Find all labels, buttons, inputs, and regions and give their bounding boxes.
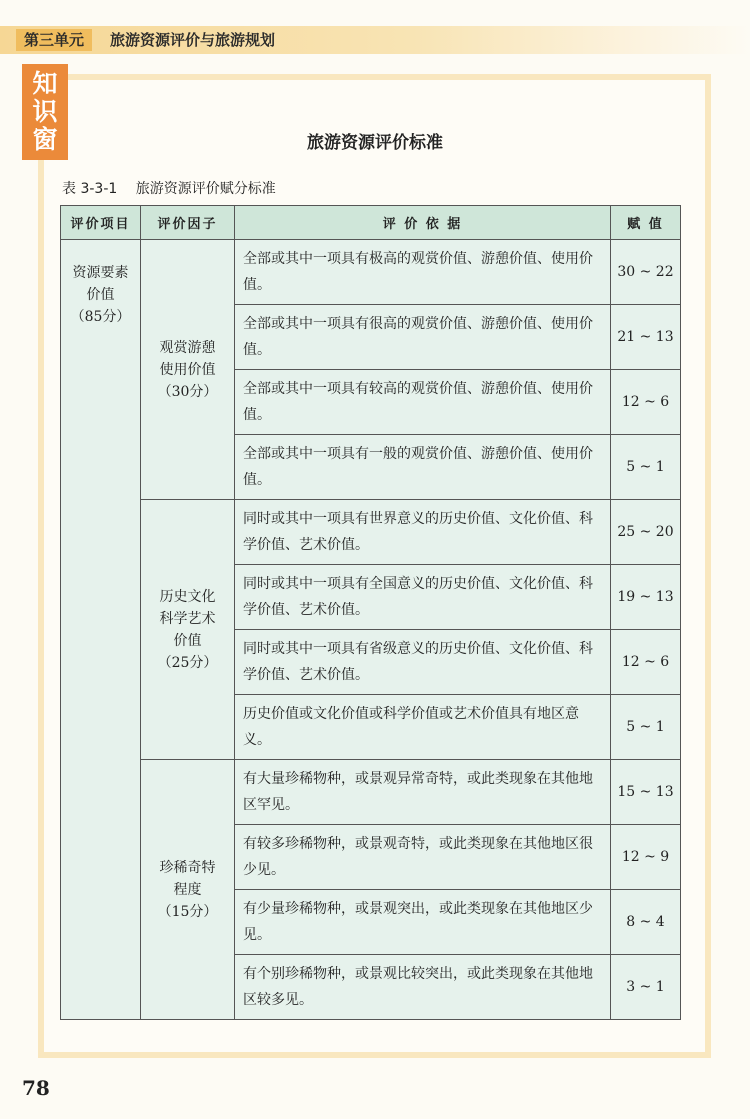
factor-line: 观赏游憩 xyxy=(159,339,216,356)
table-header-row xyxy=(61,206,681,240)
factor-line: 科学艺术 xyxy=(159,610,216,627)
score-cell: 8 ~ 4 xyxy=(611,890,681,955)
page-number: 78 xyxy=(22,1076,50,1100)
header-cell: 评 价 依 据 xyxy=(235,206,611,240)
header-cell: 评价因子 xyxy=(141,206,235,240)
unit-label: 第三单元 xyxy=(16,29,92,51)
badge-char: 知 xyxy=(32,69,58,98)
basis-cell: 全部或其中一项具有较高的观赏价值、游憩价值、使用价值。 xyxy=(235,370,611,435)
factor-line: （30分） xyxy=(157,383,218,400)
factor-line: 程度 xyxy=(173,881,202,898)
score-cell: 21 ~ 13 xyxy=(611,305,681,370)
basis-cell: 有大量珍稀物种，或景观异常奇特，或此类现象在其他地区罕见。 xyxy=(235,760,611,825)
score-cell: 12 ~ 6 xyxy=(611,370,681,435)
table-row xyxy=(61,760,681,825)
basis-cell: 全部或其中一项具有一般的观赏价值、游憩价值、使用价值。 xyxy=(235,435,611,500)
table-row xyxy=(61,240,681,305)
score-cell: 12 ~ 6 xyxy=(611,630,681,695)
category-line: 价值 xyxy=(86,287,115,303)
category-line: 资源要素 xyxy=(72,265,129,281)
basis-cell: 历史价值或文化价值或科学价值或艺术价值具有地区意义。 xyxy=(235,695,611,760)
factor-cell xyxy=(141,760,235,1020)
factor-cell xyxy=(141,240,235,500)
score-cell: 30 ~ 22 xyxy=(611,240,681,305)
score-cell: 19 ~ 13 xyxy=(611,565,681,630)
score-cell: 3 ~ 1 xyxy=(611,955,681,1020)
factor-line: 历史文化 xyxy=(159,588,216,605)
badge-char: 识 xyxy=(32,97,58,126)
unit-title: 旅游资源评价与旅游规划 xyxy=(110,31,276,49)
category-cell xyxy=(61,240,141,1020)
score-cell: 12 ~ 9 xyxy=(611,825,681,890)
table-title: 旅游资源评价赋分标准 xyxy=(135,181,276,197)
header-cell: 赋 值 xyxy=(611,206,681,240)
table-number: 表 3-3-1 xyxy=(62,181,118,197)
score-cell: 5 ~ 1 xyxy=(611,695,681,760)
table-caption xyxy=(62,178,276,198)
factor-cell xyxy=(141,500,235,760)
basis-cell: 有个别珍稀物种，或景观比较突出，或此类现象在其他地区较多见。 xyxy=(235,955,611,1020)
factor-line: （25分） xyxy=(157,654,218,671)
factor-line: 价值 xyxy=(173,632,202,649)
factor-line: 珍稀奇特 xyxy=(159,859,216,876)
factor-line: 使用价值 xyxy=(159,361,216,378)
score-cell: 5 ~ 1 xyxy=(611,435,681,500)
unit-header-bar xyxy=(0,26,750,54)
basis-cell: 同时或其中一项具有世界意义的历史价值、文化价值、科学价值、艺术价值。 xyxy=(235,500,611,565)
basis-cell: 有较多珍稀物种，或景观奇特，或此类现象在其他地区很少见。 xyxy=(235,825,611,890)
evaluation-table xyxy=(60,205,681,1020)
header-cell: 评价项目 xyxy=(61,206,141,240)
score-cell: 15 ~ 13 xyxy=(611,760,681,825)
basis-cell: 同时或其中一项具有省级意义的历史价值、文化价值、科学价值、艺术价值。 xyxy=(235,630,611,695)
score-cell: 25 ~ 20 xyxy=(611,500,681,565)
basis-cell: 全部或其中一项具有极高的观赏价值、游憩价值、使用价值。 xyxy=(235,240,611,305)
factor-line: （15分） xyxy=(157,903,218,920)
table-row xyxy=(61,500,681,565)
badge-char: 窗 xyxy=(32,125,58,154)
document-title: 旅游资源评价标准 xyxy=(307,133,443,153)
category-line: （85分） xyxy=(70,309,131,325)
basis-cell: 同时或其中一项具有全国意义的历史价值、文化价值、科学价值、艺术价值。 xyxy=(235,565,611,630)
basis-cell: 有少量珍稀物种，或景观突出，或此类现象在其他地区少见。 xyxy=(235,890,611,955)
basis-cell: 全部或其中一项具有很高的观赏价值、游憩价值、使用价值。 xyxy=(235,305,611,370)
